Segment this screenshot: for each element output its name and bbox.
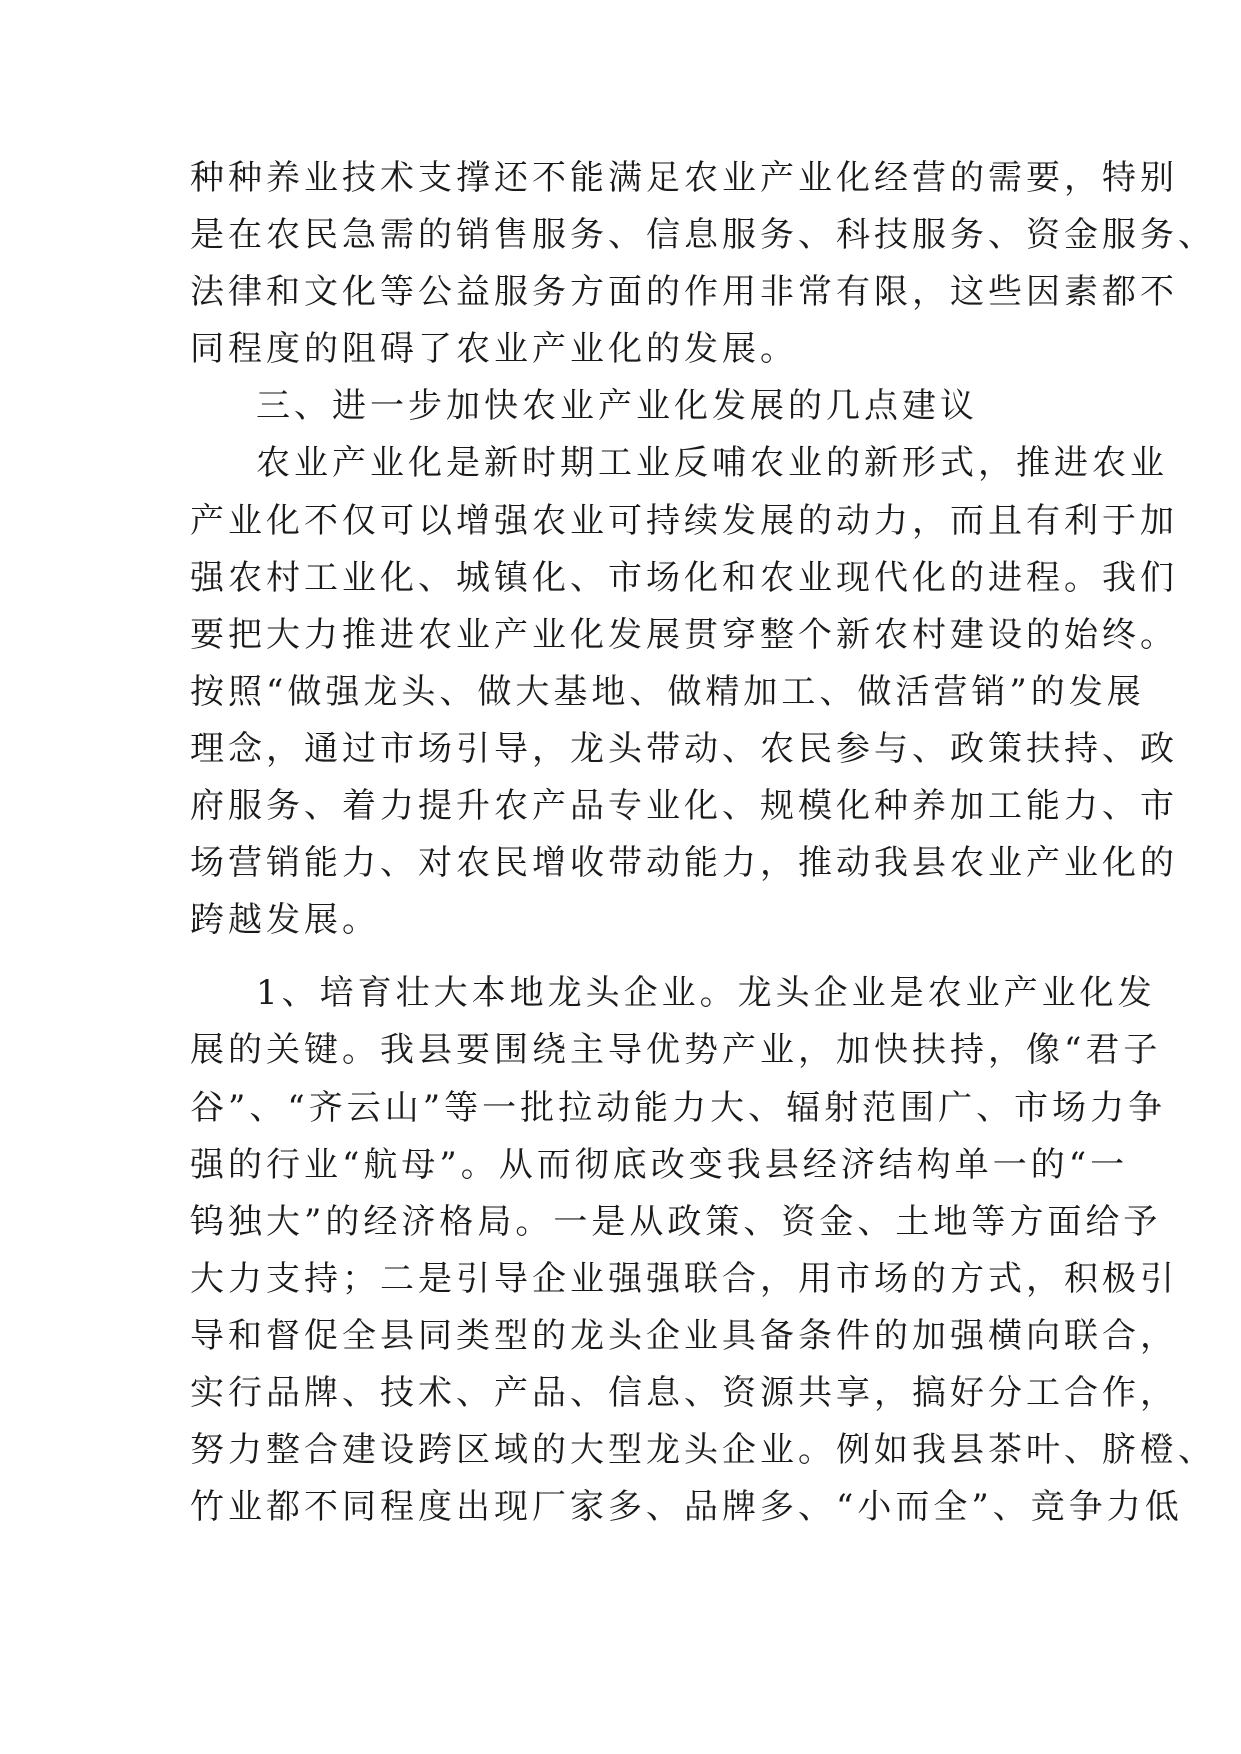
text-line: 钨独大”的经济格局。一是从政策、资金、土地等方面给予	[190, 1201, 1162, 1242]
numbered-paragraph-start: 1、培育壮大本地龙头企业。龙头企业是农业产业化发	[256, 973, 1156, 1014]
text-line: 实行品牌、技术、产品、信息、资源共享，搞好分工合作，	[190, 1372, 1178, 1413]
text-line: 大力支持；二是引导企业强强联合，用市场的方式，积极引	[190, 1258, 1178, 1299]
text-line: 法律和文化等公益服务方面的作用非常有限，这些因素都不	[190, 272, 1178, 313]
text-line: 谷”、“齐云山”等一批拉动能力大、辐射范围广、市场力争	[190, 1087, 1167, 1128]
text-line: 种种养业技术支撑还不能满足农业产业化经营的需要，特别	[190, 158, 1178, 198]
text-line: 导和督促全县同类型的龙头企业具备条件的加强横向联合，	[190, 1315, 1178, 1356]
text-line: 要把大力推进农业产业化发展贯穿整个新农村建设的始终。	[190, 614, 1178, 655]
text-line: 是在农民急需的销售服务、信息服务、科技服务、资金服务、	[190, 215, 1216, 256]
text-line: 府服务、着力提升农产品专业化、规模化种养加工能力、市	[190, 786, 1178, 827]
text-line: 理念，通过市场引导，龙头带动、农民参与、政策扶持、政	[190, 728, 1178, 769]
text-line: 强农村工业化、城镇化、市场化和农业现代化的进程。我们	[190, 557, 1178, 598]
text-line: 农业产业化是新时期工业反哺农业的新形式，推进农业	[256, 443, 1168, 484]
document-body	[190, 150, 1216, 1536]
text-line: 竹业都不同程度出现厂家多、品牌多、“小而全”、竞争力低	[190, 1487, 1183, 1528]
text-line: 按照“做强龙头、做大基地、做精加工、做活营销”的发展	[190, 671, 1145, 712]
text-line: 场营销能力、对农民增收带动能力，推动我县农业产业化的	[190, 843, 1178, 884]
text-line: 产业化不仅可以增强农业可持续发展的动力，而且有利于加	[190, 500, 1178, 541]
text-line: 跨越发展。	[190, 900, 380, 941]
text-line: 强的行业“航母”。从而彻底改变我县经济结构单一的“一	[190, 1144, 1129, 1185]
text-line: 努力整合建设跨区域的大型龙头企业。例如我县茶叶、脐橙、	[190, 1430, 1216, 1471]
section-heading: 三、进一步加快农业产业化发展的几点建议	[256, 386, 978, 427]
text-line: 展的关键。我县要围绕主导优势产业，加快扶持，像“君子	[190, 1030, 1162, 1071]
text-line: 同程度的阻碍了农业产业化的发展。	[190, 329, 798, 370]
